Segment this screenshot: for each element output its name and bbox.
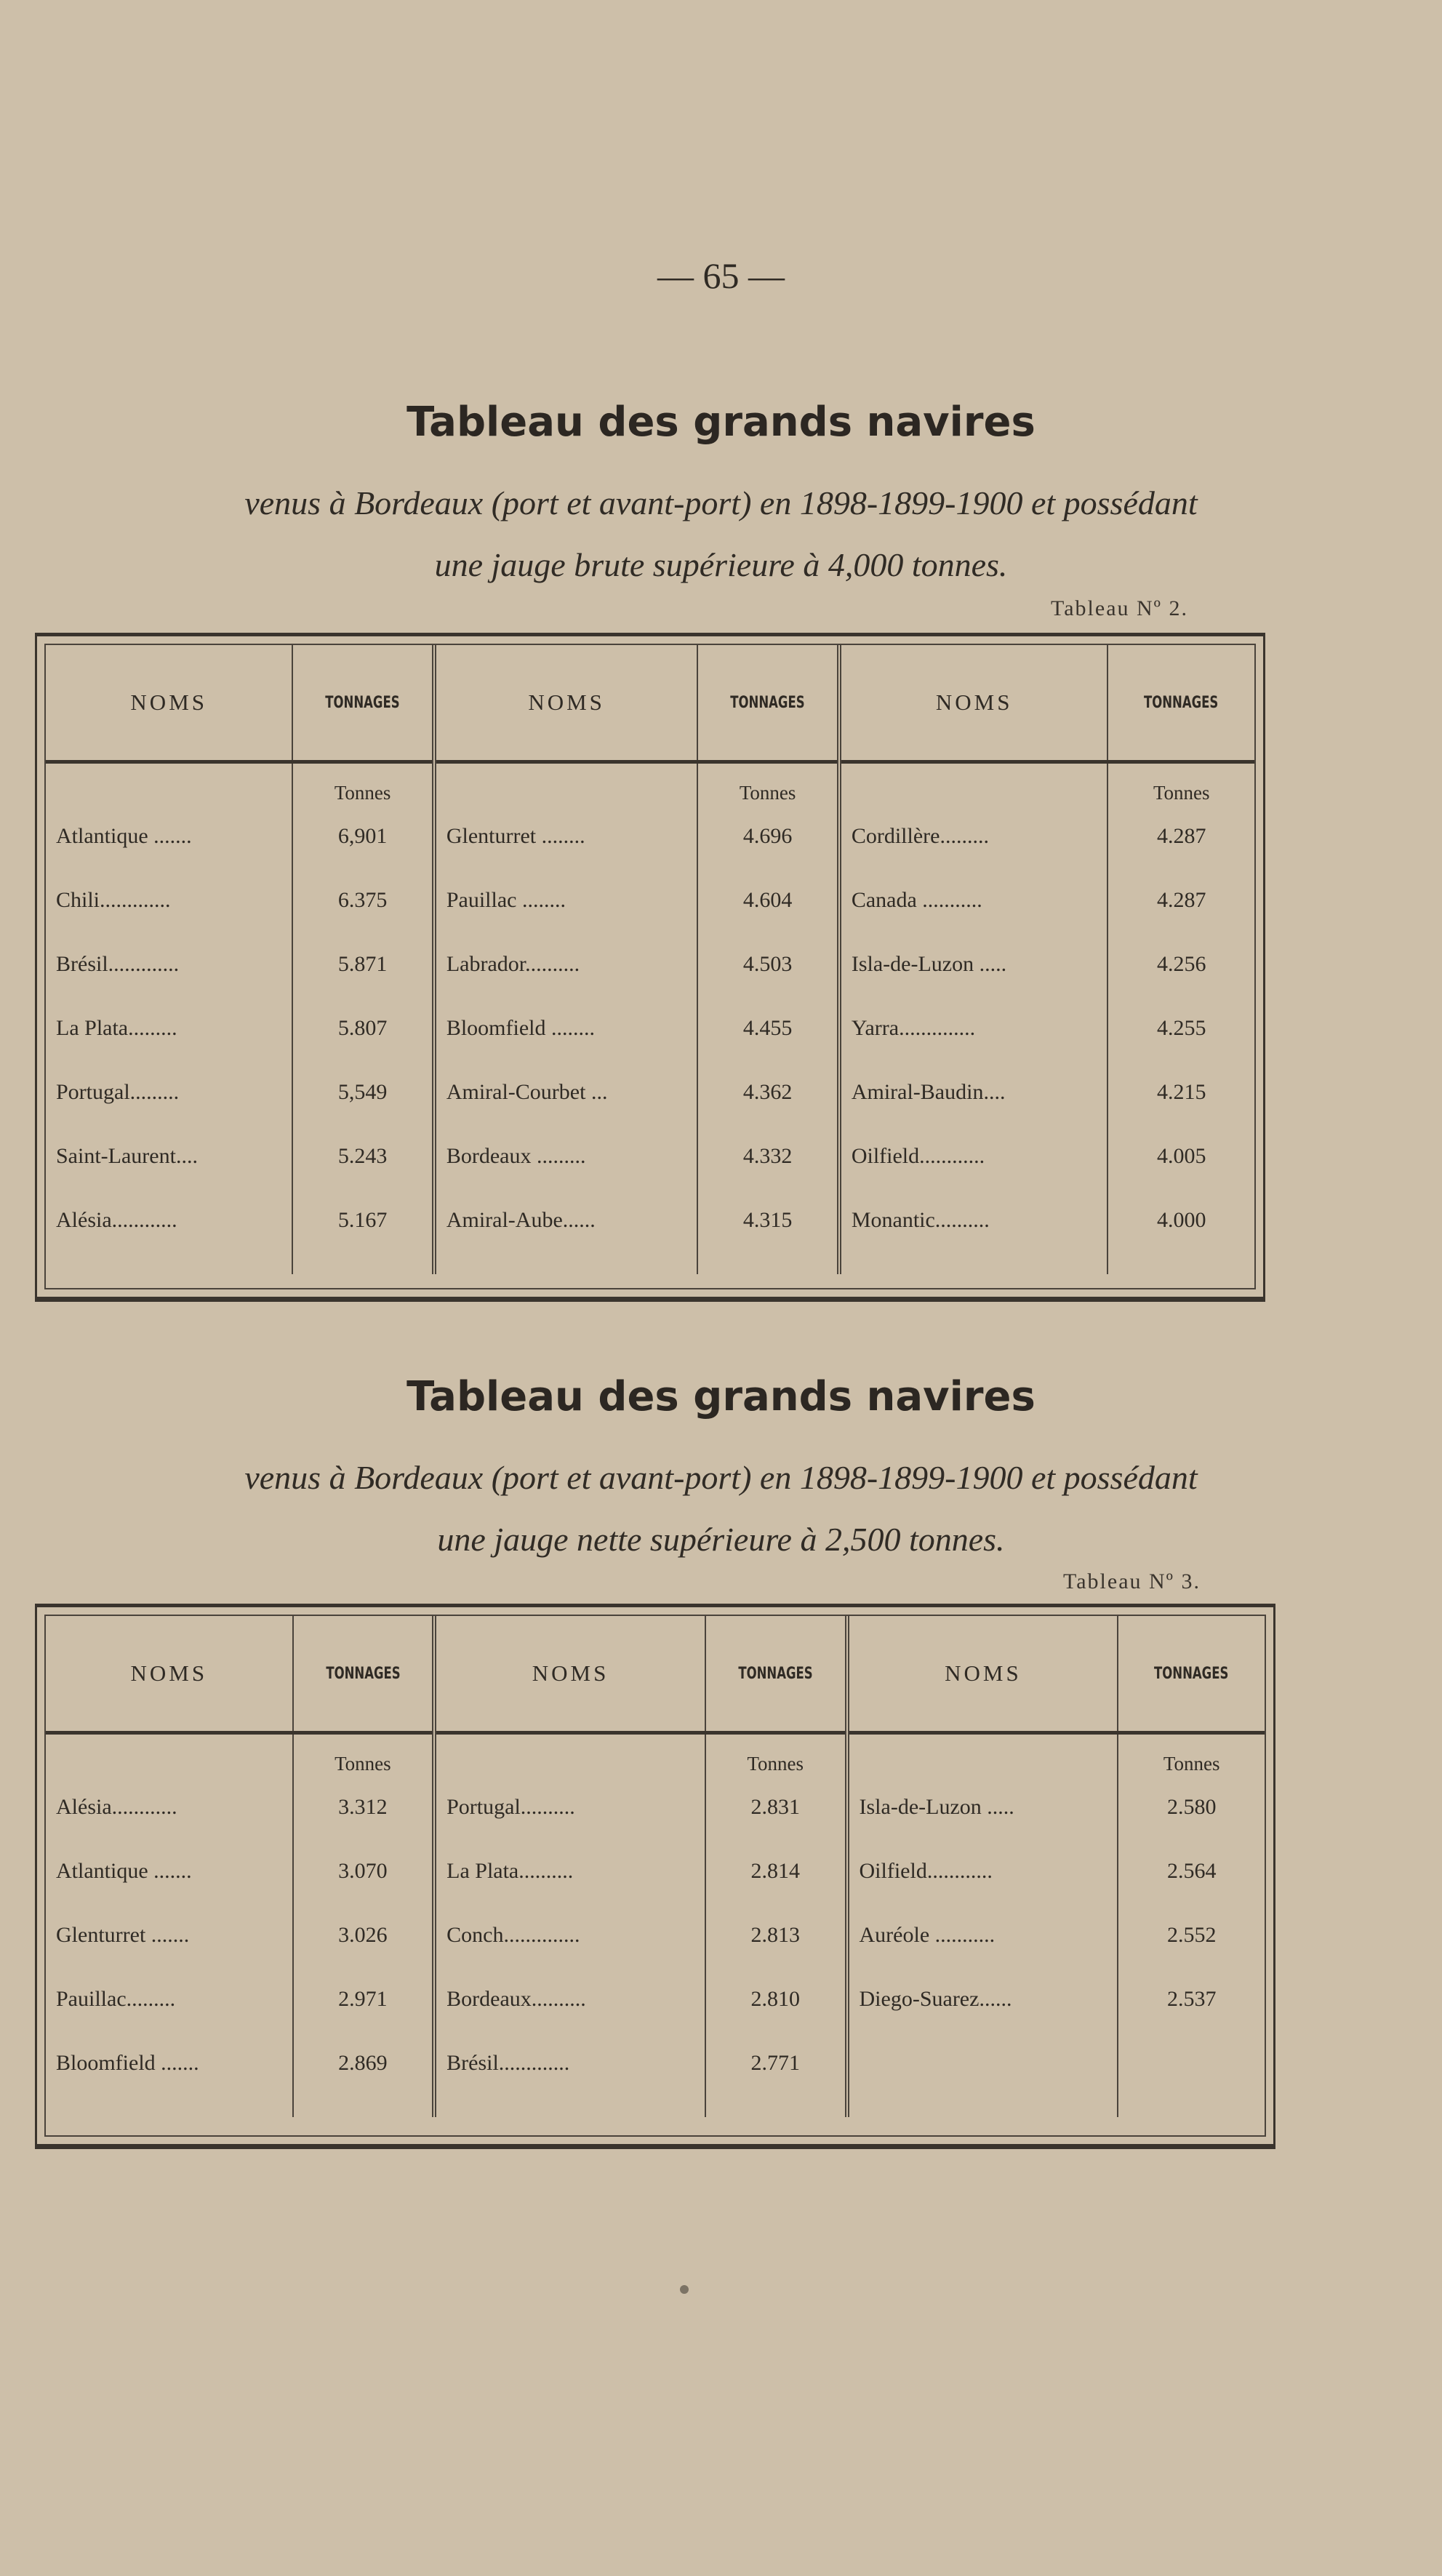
table3-tonnage-cell: 2.813	[705, 1903, 847, 1967]
table2-header-noms-1: NOMS	[46, 645, 292, 762]
table3-tonnage-cell: 2.552	[1118, 1903, 1265, 1967]
table2-name-cell: Oilfield............	[839, 1124, 1108, 1188]
table2-tonnage-cell: 6.375	[292, 868, 433, 932]
ink-spot	[680, 2285, 689, 2294]
table2-row	[46, 804, 1254, 868]
table2-header-tonnages-3: TONNAGES	[1126, 645, 1236, 762]
table2-unit-3: Tonnes	[1107, 762, 1254, 805]
table2-row	[46, 1124, 1254, 1188]
table2-tonnage-cell: 5.871	[292, 932, 433, 996]
table2-name-cell: Atlantique .......	[56, 824, 192, 848]
table2-grid	[46, 645, 1254, 1274]
table3	[35, 1604, 1275, 2149]
table2-name-cell: Pauillac ........	[434, 868, 698, 932]
table2-tonnage-cell: 4.455	[697, 996, 838, 1060]
table2-tonnage-cell: 4.315	[697, 1188, 838, 1252]
table2-title: Tableau des grands navires	[406, 399, 1036, 446]
table3-unit-1: Tonnes	[293, 1733, 435, 1776]
table3-row	[46, 1839, 1265, 1903]
table2-tonnage-cell: 4.696	[697, 804, 838, 868]
table2-subtitle-line1: venus à Bordeaux (port et avant-port) en 1898-1899-1900 et possédant	[244, 484, 1198, 521]
table3-row	[46, 2031, 1265, 2095]
table2-name-cell: Bordeaux .........	[434, 1124, 698, 1188]
table2-row	[46, 1060, 1254, 1124]
table2-header-tonnages-1: TONNAGES	[311, 645, 417, 762]
table2-reference: Tableau Nº 2.	[1051, 596, 1188, 620]
table3-tonnage-cell: 2.810	[705, 1967, 847, 2031]
table3-tonnage-cell: 2.831	[705, 1775, 847, 1839]
table2-tonnage-cell: 5,549	[292, 1060, 433, 1124]
table2-unit-row	[46, 762, 1254, 805]
table2-name-cell: Monantic..........	[839, 1188, 1108, 1252]
table3-reference: Tableau Nº 3.	[1063, 1569, 1201, 1593]
table2-tonnage-cell: 6,901	[292, 804, 433, 868]
table3-tonnage-cell: 3.026	[293, 1903, 435, 1967]
table2-header-row	[46, 645, 1254, 762]
table3-header-tonnages-2: TONNAGES	[723, 1616, 829, 1733]
table2-name-cell: Canada ...........	[839, 868, 1108, 932]
table3-header-tonnages-1: TONNAGES	[311, 1616, 417, 1733]
table3-row	[46, 1775, 1265, 1839]
table3-tonnage-cell: 3.070	[293, 1839, 435, 1903]
page-number: — 65 —	[657, 255, 785, 296]
table3-grid	[46, 1616, 1265, 2117]
table2-header-noms-3: NOMS	[839, 645, 1108, 762]
table3-name-cell: Isla-de-Luzon .....	[847, 1775, 1118, 1839]
table3-tonnage-cell: 2.771	[705, 2031, 847, 2095]
table2-name-cell: Yarra..............	[839, 996, 1108, 1060]
table3-header-row	[46, 1616, 1265, 1733]
table2-name-cell: Cordillère.........	[839, 804, 1108, 868]
table2-tonnage-cell: 5.807	[292, 996, 433, 1060]
table2-tonnage-cell: 4.362	[697, 1060, 838, 1124]
table2-filler-row	[46, 1252, 1254, 1274]
table3-tonnage-cell: 2.580	[1118, 1775, 1265, 1839]
table2-name-cell: La Plata.........	[56, 1016, 177, 1040]
table3-header-noms-2: NOMS	[434, 1616, 705, 1733]
table2-tonnage-cell: 4.256	[1107, 932, 1254, 996]
table3-filler-row	[46, 2095, 1265, 2117]
table3-name-cell: Bloomfield .......	[56, 2051, 199, 2075]
table2-unit-1: Tonnes	[292, 762, 433, 805]
table2-name-cell: Amiral-Baudin....	[839, 1060, 1108, 1124]
table3-tonnage-cell	[1118, 2031, 1265, 2095]
table3-unit-2: Tonnes	[705, 1733, 847, 1776]
table3-tonnage-cell: 2.971	[293, 1967, 435, 2031]
table2-unit-2: Tonnes	[697, 762, 838, 805]
table3-row	[46, 1903, 1265, 1967]
table2-header-tonnages-2: TONNAGES	[716, 645, 822, 762]
table3-unit-3: Tonnes	[1118, 1733, 1265, 1776]
table2-row	[46, 868, 1254, 932]
table2-name-cell: Amiral-Aube......	[434, 1188, 698, 1252]
table2-name-cell: Saint-Laurent....	[56, 1144, 198, 1168]
table3-name-cell: Brésil.............	[434, 2031, 705, 2095]
table3-title: Tableau des grands navires	[406, 1373, 1036, 1420]
table2	[35, 633, 1265, 1302]
table3-tonnage-cell: 2.869	[293, 2031, 435, 2095]
table2-name-cell: Glenturret ........	[434, 804, 698, 868]
table2-tonnage-cell: 4.000	[1107, 1188, 1254, 1252]
table2-tonnage-cell: 5.243	[292, 1124, 433, 1188]
table2-name-cell: Amiral-Courbet ...	[434, 1060, 698, 1124]
table2-row	[46, 932, 1254, 996]
table2-name-cell: Bloomfield ........	[434, 996, 698, 1060]
table2-header-noms-2: NOMS	[434, 645, 698, 762]
table3-tonnage-cell: 2.537	[1118, 1967, 1265, 2031]
table2-name-cell: Isla-de-Luzon .....	[839, 932, 1108, 996]
table3-header-tonnages-3: TONNAGES	[1137, 1616, 1246, 1733]
table3-name-cell: Glenturret .......	[56, 1923, 190, 1947]
table3-name-cell: Pauillac.........	[56, 1987, 176, 2011]
table2-tonnage-cell: 4.503	[697, 932, 838, 996]
table2-name-cell: Alésia............	[56, 1208, 177, 1232]
table2-name-cell: Brésil.............	[56, 952, 180, 976]
table2-tonnage-cell: 5.167	[292, 1188, 433, 1252]
table2-name-cell: Labrador..........	[434, 932, 698, 996]
table3-header-noms-3: NOMS	[847, 1616, 1118, 1733]
table2-subtitle-line2: une jauge brute supérieure à 4,000 tonnes.	[434, 546, 1008, 583]
table2-tonnage-cell: 4.604	[697, 868, 838, 932]
table3-subtitle-line1: venus à Bordeaux (port et avant-port) en 1898-1899-1900 et possédant	[244, 1459, 1198, 1496]
table3-name-cell: Conch..............	[434, 1903, 705, 1967]
table3-name-cell: Diego-Suarez......	[847, 1967, 1118, 2031]
table2-tonnage-cell: 4.332	[697, 1124, 838, 1188]
table3-name-cell: Oilfield............	[847, 1839, 1118, 1903]
table3-header-noms-1: NOMS	[46, 1616, 293, 1733]
table3-name-cell: Atlantique .......	[56, 1859, 192, 1883]
table3-name-cell: Portugal..........	[434, 1775, 705, 1839]
table2-tonnage-cell: 4.255	[1107, 996, 1254, 1060]
table3-tonnage-cell: 2.814	[705, 1839, 847, 1903]
table3-name-cell	[847, 2031, 1118, 2095]
table2-tonnage-cell: 4.005	[1107, 1124, 1254, 1188]
table3-tonnage-cell: 3.312	[293, 1775, 435, 1839]
table2-tonnage-cell: 4.287	[1107, 804, 1254, 868]
table3-row	[46, 1967, 1265, 2031]
table3-name-cell: Auréole ...........	[847, 1903, 1118, 1967]
table3-unit-row	[46, 1733, 1265, 1776]
table3-name-cell: La Plata..........	[434, 1839, 705, 1903]
table2-name-cell: Portugal.........	[56, 1080, 180, 1104]
table3-name-cell: Alésia............	[56, 1795, 177, 1819]
table2-tonnage-cell: 4.287	[1107, 868, 1254, 932]
table2-tonnage-cell: 4.215	[1107, 1060, 1254, 1124]
table2-row	[46, 996, 1254, 1060]
table3-subtitle-line2: une jauge nette supérieure à 2,500 tonnes.	[437, 1521, 1005, 1558]
table2-row	[46, 1188, 1254, 1252]
table3-tonnage-cell: 2.564	[1118, 1839, 1265, 1903]
table3-name-cell: Bordeaux..........	[434, 1967, 705, 2031]
table2-name-cell: Chili.............	[56, 888, 171, 912]
